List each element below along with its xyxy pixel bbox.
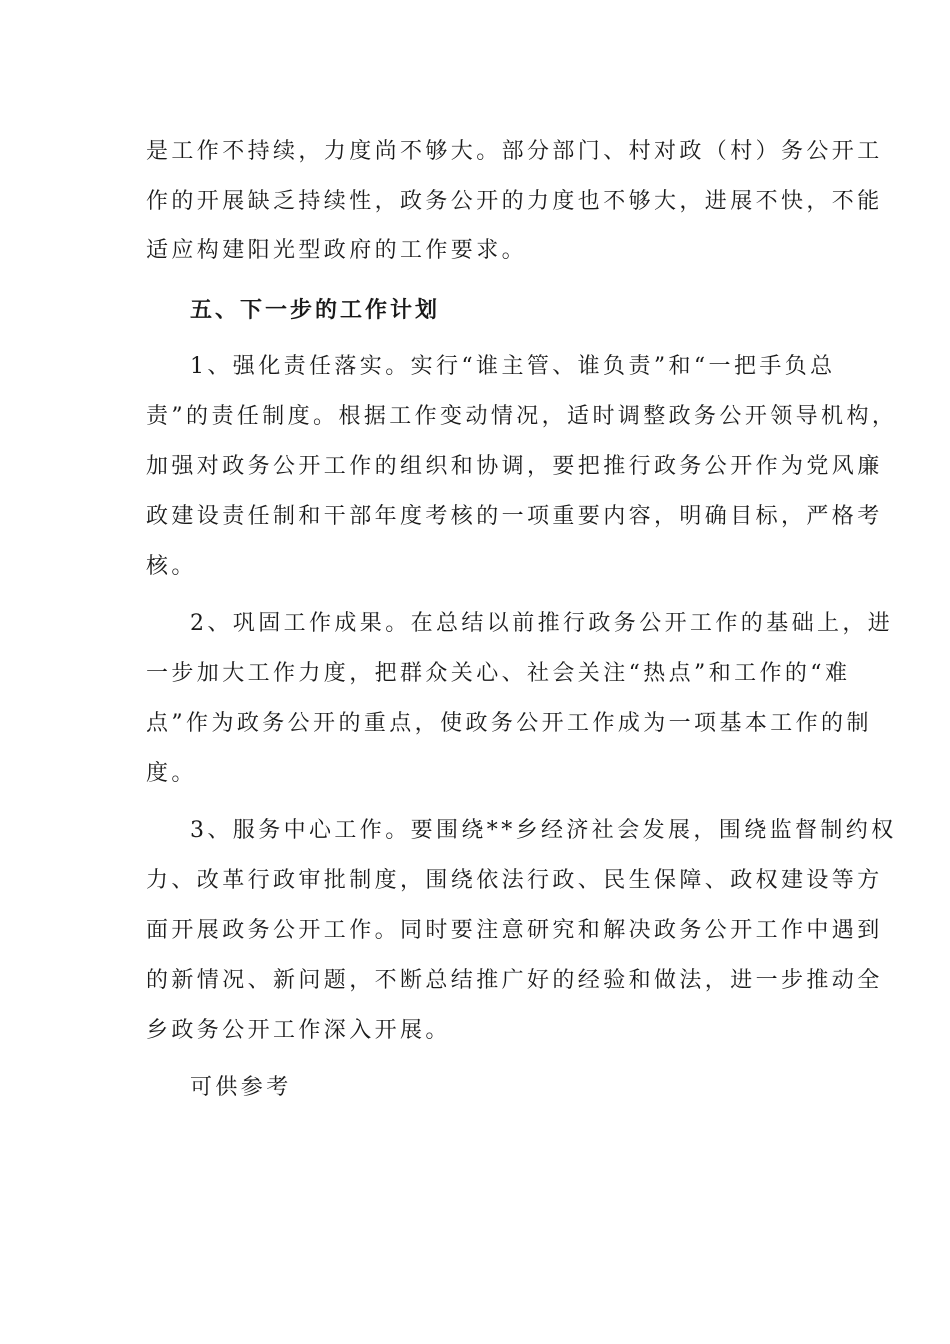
paragraph-line: 点”作为政务公开的重点，使政务公开工作成为一项基本工作的制 (146, 711, 872, 736)
paragraph-line: 3、服务中心工作。要围绕**乡经济社会发展，围绕监督制约权 (190, 818, 897, 843)
paragraph-line: 政建设责任制和干部年度考核的一项重要内容，明确目标，严格考 (146, 504, 883, 529)
paragraph-line: 1、强化责任落实。实行“谁主管、谁负责”和“一把手负总 (190, 354, 836, 379)
paragraph-line: 一步加大工作力度，把群众关心、社会关注“热点”和工作的“难 (146, 661, 851, 686)
paragraph-line: 是工作不持续，力度尚不够大。部分部门、村对政（村）务公开工 (146, 139, 883, 164)
paragraph-line: 乡政务公开工作深入开展。 (146, 1018, 451, 1043)
section-heading: 五、下一步的工作计划 (190, 297, 441, 323)
paragraph-line: 度。 (146, 761, 197, 786)
paragraph-line: 的新情况、新问题，不断总结推广好的经验和做法，进一步推动全 (146, 968, 883, 993)
paragraph-line: 核。 (146, 554, 197, 579)
paragraph-line: 适应构建阳光型政府的工作要求。 (146, 238, 528, 263)
paragraph-line: 力、改革行政审批制度，围绕依法行政、民生保障、政权建设等方 (146, 868, 883, 893)
paragraph-line: 2、巩固工作成果。在总结以前推行政务公开工作的基础上，进 (190, 611, 894, 636)
paragraph-line: 作的开展缺乏持续性，政务公开的力度也不够大，进展不快，不能 (146, 189, 883, 214)
paragraph-line: 责”的责任制度。根据工作变动情况，适时调整政务公开领导机构， (146, 404, 898, 429)
paragraph-line: 加强对政务公开工作的组织和协调，要把推行政务公开作为党风廉 (146, 454, 883, 479)
closing-note: 可供参考 (190, 1075, 292, 1100)
paragraph-line: 面开展政务公开工作。同时要注意研究和解决政务公开工作中遇到 (146, 918, 883, 943)
